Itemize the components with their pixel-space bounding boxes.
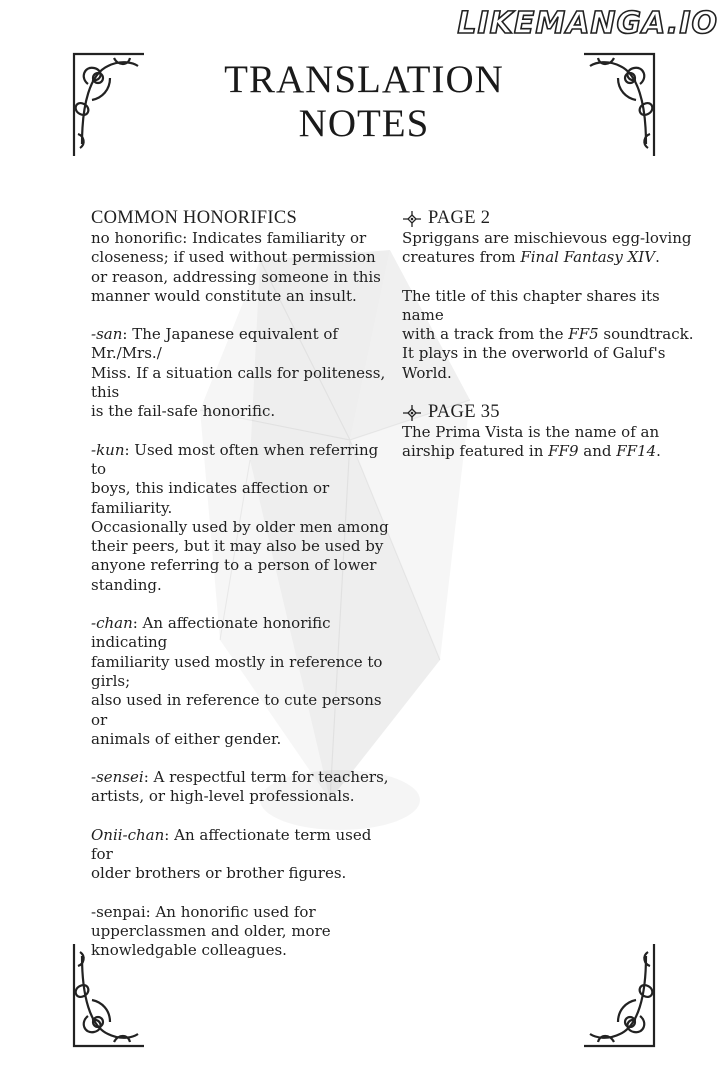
text-line: artists, or high-level professionals.	[91, 787, 355, 806]
game-title: FF9	[548, 442, 579, 461]
honorific-entry	[91, 614, 391, 749]
text-segment: with a track from the	[402, 325, 569, 344]
text-line: their peers, but it may also be used by	[91, 537, 384, 556]
honorific-entry	[91, 903, 391, 961]
text-line: is the fail-safe honorific.	[91, 402, 276, 421]
page-notes-section	[402, 208, 702, 481]
diamond-bullet-icon	[402, 210, 422, 228]
honorific-entry	[91, 229, 391, 306]
text-line: older brothers or brother figures.	[91, 864, 347, 883]
note-heading-label: PAGE 2	[428, 208, 491, 228]
text-segment: and	[578, 442, 617, 461]
game-title: FF14	[616, 442, 657, 461]
honorific-term: -sensei	[91, 768, 144, 787]
text-line: World.	[402, 363, 452, 382]
text-segment: soundtrack.	[598, 325, 694, 344]
text-line: also used in reference to cute persons or	[91, 691, 382, 729]
note-heading	[402, 208, 702, 229]
text-line: manner would constitute an insult.	[91, 286, 357, 305]
text-segment: creatures from	[402, 248, 521, 267]
text-line: : An affectionate honorific indicating	[91, 614, 331, 652]
note-paragraph	[402, 287, 702, 383]
honorific-entry	[91, 441, 391, 595]
text-line: knowledgable colleagues.	[91, 941, 287, 960]
honorific-entry	[91, 768, 391, 807]
text-line: boys, this indicates affection or familiarity.	[91, 479, 330, 517]
diamond-bullet-icon	[402, 404, 422, 422]
honorific-term: -chan	[91, 614, 133, 633]
text-segment: airship featured in	[402, 442, 549, 461]
game-title: Final Fantasy XIV	[520, 248, 656, 267]
note-paragraph	[402, 423, 702, 462]
honorific-entry	[91, 826, 391, 884]
text-line: The Prima Vista is the name of an	[402, 423, 660, 442]
text-line: upperclassmen and older, more	[91, 921, 331, 940]
page-title	[0, 58, 728, 146]
honorifics-section	[91, 208, 391, 980]
text-line: The title of this chapter shares its name	[402, 286, 660, 324]
corner-ornament-icon	[578, 938, 660, 1056]
text-line: It plays in the overworld of Galuf's	[402, 344, 666, 363]
honorifics-heading: COMMON HONORIFICS	[91, 208, 298, 228]
text-line: Spriggans are mischievous egg-loving	[402, 229, 692, 247]
text-line: animals of either gender.	[91, 729, 282, 748]
honorific-term: -kun	[91, 440, 125, 459]
text-line: standing.	[91, 575, 162, 594]
text-line: closeness; if used without permission	[91, 248, 376, 267]
note-heading-label: PAGE 35	[428, 402, 500, 423]
note-paragraph	[402, 229, 702, 268]
game-title: FF5	[568, 325, 599, 344]
text-line: no honorific: Indicates familiarity or	[91, 229, 367, 247]
text-line: or reason, addressing someone in this	[91, 267, 381, 286]
text-line: anyone referring to a person of lower	[91, 556, 377, 575]
text-line: : An affectionate term used for	[91, 825, 372, 864]
note-heading	[402, 402, 702, 423]
text-line: : Used most often when referring to	[91, 440, 379, 478]
honorific-term: Onii-chan	[91, 825, 165, 844]
honorific-entry	[91, 325, 391, 421]
text-line: Miss. If a situation calls for politeness, this	[91, 363, 386, 402]
text-line: familiarity used mostly in reference to girls;	[91, 652, 383, 690]
site-watermark: LIKEMANGA.IO	[457, 6, 718, 41]
honorific-term: -san	[91, 325, 123, 344]
text-line: Occasionally used by older men among	[91, 517, 389, 536]
text-line: : The Japanese equivalent of Mr./Mrs./	[91, 325, 338, 363]
text-line: -senpai: An honorific used for	[91, 902, 316, 921]
text-segment: .	[656, 442, 661, 461]
text-line: : A respectful term for teachers,	[143, 768, 389, 787]
page-title-line: NOTES	[298, 102, 430, 145]
text-segment: .	[655, 248, 660, 267]
page-title-line: TRANSLATION	[224, 58, 504, 101]
